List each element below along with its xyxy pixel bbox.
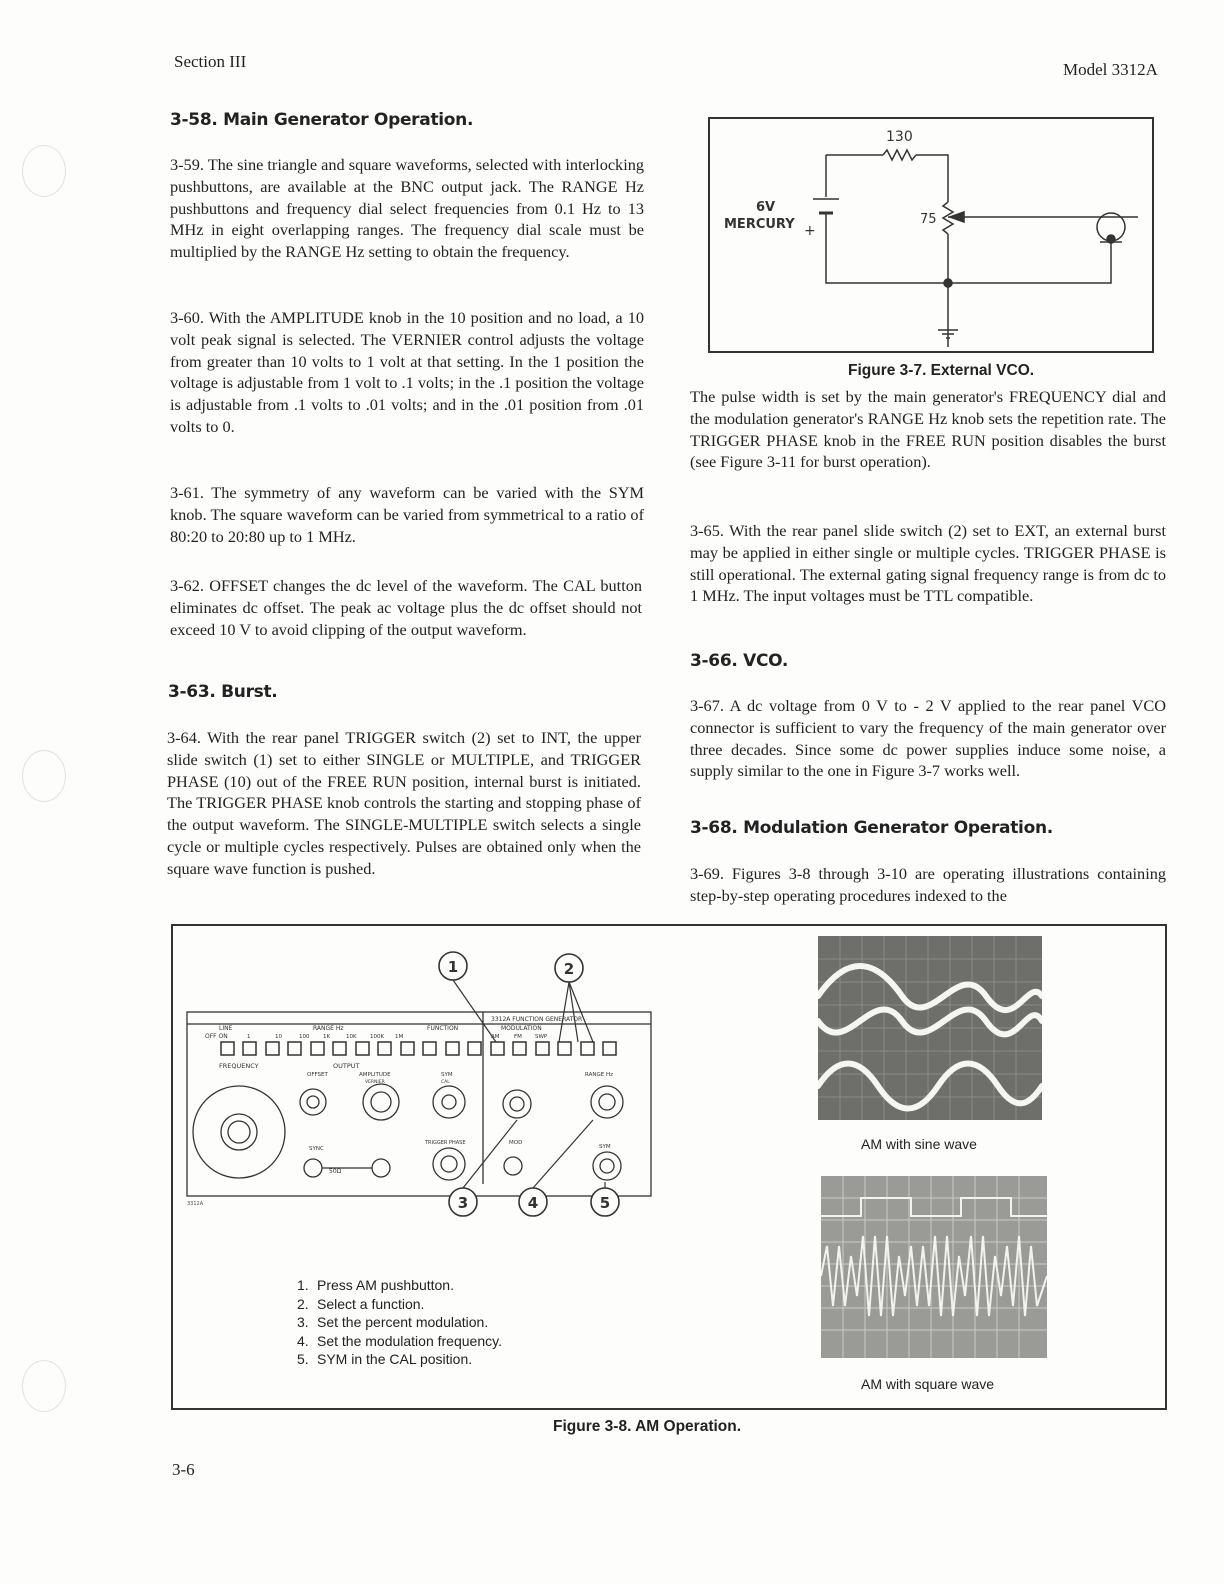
am-envelope-lower	[818, 1009, 1042, 1034]
mod-sym-label: SYM	[599, 1144, 611, 1150]
fifty-ohm-label: 50Ω	[329, 1168, 342, 1175]
callout-4: 4	[527, 1194, 539, 1212]
paragraph-3-62: 3-62. OFFSET changes the dc level of the waveform. The CAL button eliminates dc offset. The peak ac voltage plus the dc offset should not exceed 10 V to avoid clipping of the output waveform.	[170, 576, 642, 639]
output-jack	[372, 1159, 390, 1177]
callout-3: 3	[457, 1194, 469, 1212]
pushbutton	[243, 1042, 256, 1055]
figure-3-8-box	[171, 924, 1167, 1410]
range-10: 10	[275, 1034, 282, 1040]
pushbutton	[356, 1042, 369, 1055]
off-on-label: OFF ON	[205, 1033, 228, 1040]
step-number: 5.	[297, 1351, 309, 1367]
pushbutton-am	[491, 1042, 504, 1055]
function-label: FUNCTION	[427, 1025, 459, 1032]
callout-leaders	[453, 980, 605, 1188]
wire	[916, 155, 948, 202]
page-number: 3-6	[172, 1460, 195, 1479]
pushbutton	[333, 1042, 346, 1055]
heading-3-63: 3-63. Burst.	[168, 682, 278, 702]
range-1m: 1M	[395, 1034, 404, 1040]
line-label: LINE	[219, 1025, 233, 1032]
step-item	[297, 1295, 502, 1314]
callout-5: 5	[599, 1194, 611, 1212]
modulating-sine	[818, 1064, 1042, 1109]
binder-hole	[22, 145, 66, 197]
pushbutton	[513, 1042, 526, 1055]
mod-range-hz-label: RANGE Hz	[585, 1072, 613, 1078]
modulation-label: MODULATION	[501, 1025, 542, 1032]
sine-scope-trace	[818, 936, 1042, 1120]
pushbutton	[266, 1042, 279, 1055]
trigger-phase-label: TRIGGER PHASE	[425, 1140, 466, 1146]
paragraph-3-67: 3-67. A dc voltage from 0 V to - 2 V applied to the rear panel VCO connector is sufficient to vary the frequency of the main generator over three decades. Since some dc power supplies induce some noise, a supply similar to the one in Figure 3-7 works well.	[690, 696, 1166, 781]
range-1: 1	[247, 1034, 251, 1040]
battery-voltage: 6V	[756, 200, 776, 215]
trigger-phase-knob	[433, 1148, 465, 1180]
binder-hole	[22, 1360, 66, 1412]
wiper-arrow	[950, 212, 964, 222]
pushbutton	[401, 1042, 414, 1055]
am-operation-steps	[297, 1276, 502, 1369]
mod-am: AM	[491, 1034, 500, 1040]
binder-hole	[22, 750, 66, 802]
mod-range-knob	[591, 1086, 623, 1118]
step-number: 4.	[297, 1332, 309, 1349]
range-100k: 100K	[370, 1034, 385, 1040]
sync-jack	[304, 1159, 322, 1177]
figure-3-7-caption: Figure 3-7. External VCO.	[848, 362, 1035, 379]
range-10k: 10K	[346, 1034, 357, 1040]
frequency-label: FREQUENCY	[219, 1062, 259, 1070]
step-text: Set the modulation frequency.	[317, 1332, 502, 1349]
step-text: Set the percent modulation.	[317, 1314, 489, 1330]
paragraph-3-64: 3-64. With the rear panel TRIGGER switch (2) set to INT, the upper slide switch (1) set to either SINGLE or MULTIPLE, and TRIGGER PHASE (10) out of the FREE RUN position, internal burst is initiated. The TRIGGER PHASE knob controls the starting and stopping phase of the output waveform. The SINGLE-MULTIPLE switch selects a single cycle or multiple cycles respectively. Pulses are obtained only when the square wave function is pushed.	[167, 728, 641, 878]
step-text: SYM in the CAL position.	[317, 1351, 473, 1367]
model-label: Model 3312A	[1063, 60, 1158, 79]
section-label: Section III	[174, 52, 247, 71]
paragraph-3-69: 3-69. Figures 3-8 through 3-10 are operating illustrations containing step-by-step operating procedures indexed to the	[690, 864, 1166, 905]
panel-title: 3312A FUNCTION GENERATOR	[491, 1016, 583, 1023]
heading-3-58: 3-58. Main Generator Operation.	[170, 110, 474, 130]
range-hz-label: RANGE Hz	[313, 1025, 344, 1032]
callout-1: 1	[447, 958, 459, 976]
pushbutton	[536, 1042, 549, 1055]
step-item	[297, 1276, 502, 1295]
step-text: Press AM pushbutton.	[317, 1277, 454, 1293]
frequency-dial	[193, 1086, 285, 1178]
square-carrier	[821, 1236, 1047, 1316]
heading-3-66: 3-66. VCO.	[690, 651, 789, 671]
paragraph-3-64-cont: The pulse width is set by the main generator's FREQUENCY dial and the modulation generator's RANGE Hz knob sets the repetition rate. The TRIGGER PHASE knob in the FREE RUN position disables the burst (see Figure 3-11 for burst operation).	[690, 387, 1166, 472]
paragraph-3-61: 3-61. The symmetry of any waveform can be varied with the SYM knob. The square waveform can be varied from symmetrical to a ratio of 80:20 to 20:80 up to 1 MHz.	[170, 483, 644, 546]
pushbutton	[311, 1042, 324, 1055]
mod-swp: SWP	[535, 1034, 548, 1040]
pushbutton	[603, 1042, 616, 1055]
mod-label: MOD	[509, 1140, 523, 1146]
panel-model-tag: 3312A	[187, 1201, 204, 1207]
percent-modulation-knob	[503, 1090, 531, 1118]
pushbutton	[378, 1042, 391, 1055]
pushbutton	[468, 1042, 481, 1055]
function-generator-front-panel	[183, 950, 663, 1220]
paragraph-3-60: 3-60. With the AMPLITUDE knob in the 10 position and no load, a 10 volt peak signal is selected. The VERNIER control adjusts the voltage from greater than 10 volts to 1 volt at that setting. In the 1 position the voltage is adjustable from 1 volt to .1 volts; in the .1 position the voltage is adjustable from .1 volts to .01 volts; and in the .01 position from .01 volts to 0.	[170, 308, 644, 436]
step-number: 3.	[297, 1314, 309, 1330]
am-envelope-upper	[818, 966, 1042, 1010]
paragraph-3-65: 3-65. With the rear panel slide switch (2) set to EXT, an external burst may be applied in either single or multiple cycles. TRIGGER PHASE is still operational. The external gating signal frequency range is from dc to 1 MHz. The input voltages must be TTL compatible.	[690, 521, 1166, 606]
sync-label: SYNC	[309, 1146, 324, 1152]
callout-2: 2	[563, 960, 575, 978]
battery-type: MERCURY	[724, 217, 795, 232]
step-number: 1.	[297, 1277, 309, 1293]
square-scope-trace	[821, 1176, 1047, 1358]
pushbutton	[446, 1042, 459, 1055]
step-number: 2.	[297, 1295, 309, 1312]
am-square-oscillogram	[821, 1176, 1047, 1358]
vernier-label: VERNIER	[365, 1080, 385, 1085]
scope2-caption: AM with square wave	[861, 1376, 995, 1392]
pushbutton-row	[221, 1042, 616, 1055]
offset-label: OFFSET	[307, 1072, 328, 1078]
resistor-130	[883, 150, 916, 160]
pushbutton	[581, 1042, 594, 1055]
resistor-value: 130	[886, 129, 913, 145]
square-mod-upper	[821, 1198, 1047, 1216]
panel-outline	[187, 1012, 651, 1196]
sym-knob	[433, 1086, 465, 1118]
step-item	[297, 1332, 502, 1351]
step-item	[297, 1313, 502, 1332]
cal-label: CAL	[441, 1080, 450, 1085]
heading-3-68: 3-68. Modulation Generator Operation.	[690, 818, 1053, 838]
mod-sym-knob	[593, 1152, 621, 1180]
figure-3-7-schematic	[708, 117, 1154, 353]
sym-label: SYM	[441, 1072, 453, 1078]
pushbutton	[221, 1042, 234, 1055]
junction-dot	[944, 279, 952, 287]
vco-circuit-diagram	[708, 117, 1154, 353]
battery-plus: +	[804, 223, 816, 239]
pushbutton	[558, 1042, 571, 1055]
range-1k: 1K	[323, 1034, 331, 1040]
paragraph-3-59: 3-59. The sine triangle and square waveforms, selected with interlocking pushbuttons, are available at the BNC output jack. The RANGE Hz pushbuttons and frequency dial select frequencies from 0.1 Hz to 13 MHz in eight overlapping ranges. The frequency dial scale must be multiplied by the RANGE Hz setting to obtain the frequency.	[170, 155, 644, 262]
range-100: 100	[299, 1034, 310, 1040]
output-label: OUTPUT	[333, 1062, 360, 1070]
pushbutton	[288, 1042, 301, 1055]
am-sine-oscillogram	[818, 936, 1042, 1120]
mod-fm: FM	[514, 1034, 522, 1040]
pot-value: 75	[920, 212, 937, 227]
amplitude-label: AMPLITUDE	[359, 1072, 391, 1078]
step-text: Select a function.	[317, 1295, 425, 1312]
mod-output-jack	[504, 1157, 522, 1175]
offset-knob	[300, 1089, 326, 1115]
amplitude-knob	[363, 1084, 399, 1120]
scope1-caption: AM with sine wave	[861, 1136, 977, 1152]
step-item	[297, 1350, 502, 1369]
pushbutton	[423, 1042, 436, 1055]
figure-3-8-caption: Figure 3-8. AM Operation.	[553, 1418, 742, 1435]
